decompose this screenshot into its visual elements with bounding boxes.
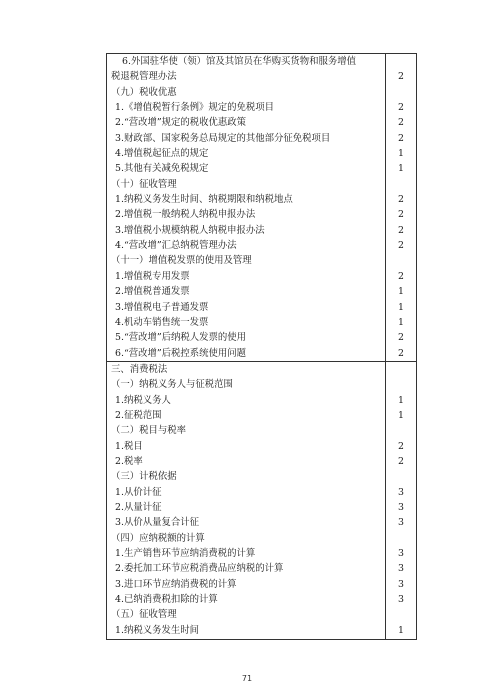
topic-line: （十一）增值税发票的使用及管理 [111, 255, 252, 267]
topic-line: （九）税收优惠 [111, 86, 177, 98]
level-value [386, 377, 416, 392]
level-value: 1 [398, 286, 404, 298]
topic-line: 4.增值税起征点的规定 [115, 148, 209, 160]
topic-line: （十）征收管理 [111, 178, 177, 190]
level-value: 2 [398, 270, 404, 282]
table-row-lower [107, 361, 417, 639]
level-value [386, 607, 416, 622]
topic-line: 1.纳税义务人 [115, 394, 171, 406]
level-value: 2 [398, 194, 404, 206]
topic-line: （四）应纳税额的计算 [111, 532, 205, 544]
level-value [386, 54, 416, 69]
level-value [386, 531, 416, 546]
level-value: 3 [398, 594, 404, 606]
topic-line: 2.增值税一般纳税人纳税申报办法 [115, 209, 256, 221]
topic-line: 3.进口环节应纳消费税的计算 [115, 578, 237, 590]
topic-line: 2.从量计征 [115, 501, 162, 513]
level-cell-upper [386, 54, 417, 362]
topic-line: 2.税率 [115, 455, 143, 467]
topic-line: （一）纳税义务人与征税范围 [111, 379, 233, 391]
level-value: 2 [398, 224, 404, 236]
topic-line: （三）计税依据 [111, 471, 177, 483]
level-value [386, 469, 416, 484]
topic-line: 3.增值税电子普通发票 [115, 301, 209, 313]
topic-line: 4.“营改增”汇总纳税管理办法 [115, 240, 237, 252]
level-cell-lower [386, 361, 417, 639]
topic-line: 5.其他有关减免税规定 [115, 163, 209, 175]
topic-line: 1.增值税专用发票 [115, 270, 190, 282]
topic-line: 1.纳税义务发生时间、纳税期限和纳税地点 [115, 194, 293, 206]
level-value: 1 [398, 394, 404, 406]
level-value: 2 [398, 347, 404, 359]
level-value [386, 85, 416, 100]
level-value: 1 [398, 148, 404, 160]
level-value: 3 [398, 548, 404, 559]
level-value: 3 [398, 578, 404, 590]
topic-line: 1.纳税义务发生时间 [115, 624, 199, 636]
level-value: 2 [398, 209, 404, 221]
topic-line: 税退税管理办法 [111, 71, 177, 83]
level-value [386, 253, 416, 268]
topic-line: 2.委托加工环节应税消费品应纳税的计算 [115, 563, 284, 575]
level-value: 2 [398, 440, 404, 452]
level-value: 1 [398, 316, 404, 328]
topic-line: 1.税目 [115, 440, 143, 452]
level-value: 1 [398, 163, 404, 175]
topic-line: 3.从价从量复合计征 [115, 517, 199, 529]
topic-line: 2.征税范围 [115, 409, 162, 421]
topic-line: 2.“营改增”规定的税收优惠政策 [115, 117, 247, 129]
level-value: 2 [398, 102, 404, 114]
table-row-upper [107, 54, 417, 362]
level-value: 2 [398, 332, 404, 344]
level-value: 2 [398, 132, 404, 144]
level-value: 3 [398, 486, 404, 498]
topic-line: 1.生产销售环节应纳消费税的计算 [115, 548, 256, 559]
level-value: 1 [398, 409, 404, 421]
level-value: 3 [398, 501, 404, 513]
topic-line: 三、消费税法 [111, 363, 168, 375]
level-value: 2 [398, 240, 404, 252]
level-value: 2 [398, 117, 404, 129]
topic-cell-upper [107, 54, 386, 362]
topic-line: （二）税目与税率 [111, 425, 187, 437]
topic-cell-lower [107, 361, 386, 639]
topic-line: 3.财政部、国家税务总局规定的其他部分征免税项目 [115, 132, 331, 144]
topic-line: 5.“营改增”后纳税人发票的使用 [115, 332, 247, 344]
syllabus-table [106, 53, 417, 640]
topic-line: 6.外国驻华使（领）馆及其馆员在华购买货物和服务增值 [122, 56, 356, 67]
topic-line: 6.“营改增”后税控系统使用问题 [115, 347, 247, 359]
level-value: 3 [398, 563, 404, 575]
level-value [386, 423, 416, 438]
level-value: 3 [398, 517, 404, 529]
level-value: 1 [398, 301, 404, 313]
level-value [386, 177, 416, 192]
topic-line: 2.增值税普通发票 [115, 286, 190, 298]
topic-line: 1.《增值税暂行条例》规定的免税项目 [115, 102, 274, 114]
topic-line: 3.增值税小规模纳税人纳税申报办法 [115, 224, 265, 236]
topic-line: （五）征收管理 [111, 609, 177, 621]
level-value [386, 362, 416, 377]
topic-line: 4.机动车销售统一发票 [115, 316, 209, 328]
topic-line: 4.已纳消费税扣除的计算 [115, 594, 218, 606]
level-value: 2 [398, 71, 404, 83]
level-value: 2 [398, 455, 404, 467]
topic-line: 1.从价计征 [115, 486, 162, 498]
page-number: 71 [241, 674, 253, 683]
level-value: 1 [398, 624, 404, 636]
